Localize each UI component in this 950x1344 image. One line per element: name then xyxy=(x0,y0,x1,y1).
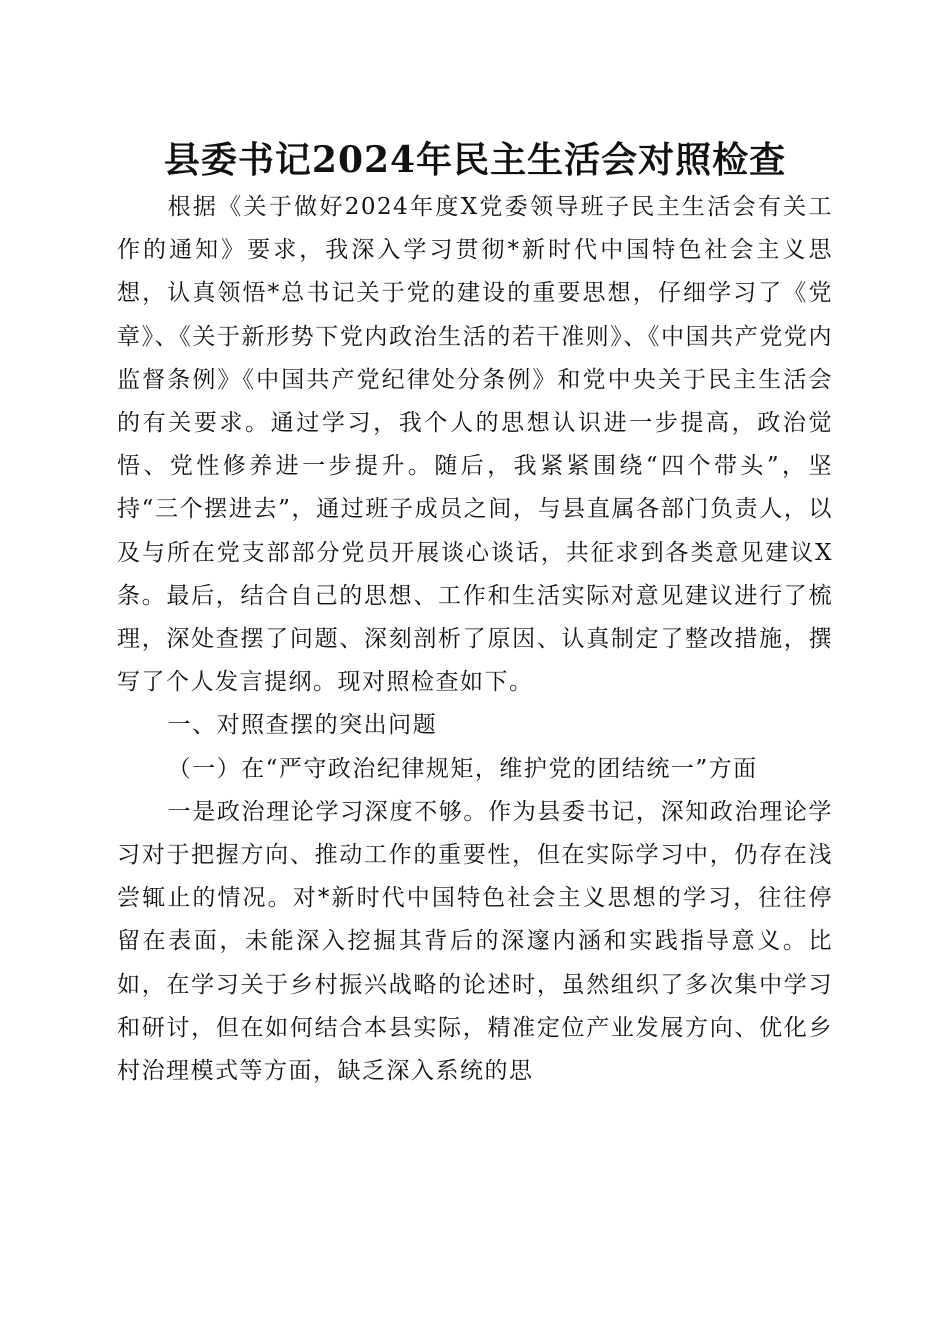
document-title: 县委书记2024年民主生活会对照检查 xyxy=(163,139,787,181)
point-paragraph: 一是政治理论学习深度不够。作为县委书记，深知政治理论学习对于把握方向、推动工作的重要性，但在实际学习中，仍存在浅尝辄止的情况。对*新时代中国特色社会主义思想的学习，往往停留在表面，未能深入挖掘其背后的深邃内涵和实践指导意义。比如，在学习关于乡村振兴战略的论述时，虽然组织了多次集中学习和研讨，但在如何结合本县实际，精准定位产业发展方向、优化乡村治理模式等方面，缺乏深入系统的思 xyxy=(117,798,833,1085)
intro-paragraph: 根据《关于做好2024年度X党委领导班子民主生活会有关工作的通知》要求，我深入学习贯彻*新时代中国特色社会主义思想，认真领悟*总书记关于党的建设的重要思想，仔细学习了《党章》、《关于新形势下党内政治生活的若干准则》、《中国共产党党内监督条例》《中国共产党纪律处分条例》和党中央关于民主生活会的有关要求。通过学习，我个人的思想认识进一步提高，政治觉悟、党性修养进一步提升。随后，我紧紧围绕“四个带头”，坚持“三个摆进去”，通过班子成员之间，与县直属各部门负责人，以及与所在党支部部分党员开展谈心谈话，共征求到各类意见建议X条。最后，结合自己的思想、工作和生活实际对意见建议进行了梳理，深处查摆了问题、深刻剖析了原因、认真制定了整改措施，撰写了个人发言提纲。现对照检查如下。 xyxy=(117,194,833,696)
section-heading: 一、对照查摆的突出问题 xyxy=(167,712,438,739)
document-body xyxy=(117,186,833,1093)
subsection-heading: （一）在“严守政治纪律规矩，维护党的团结统一”方面 xyxy=(167,755,758,782)
